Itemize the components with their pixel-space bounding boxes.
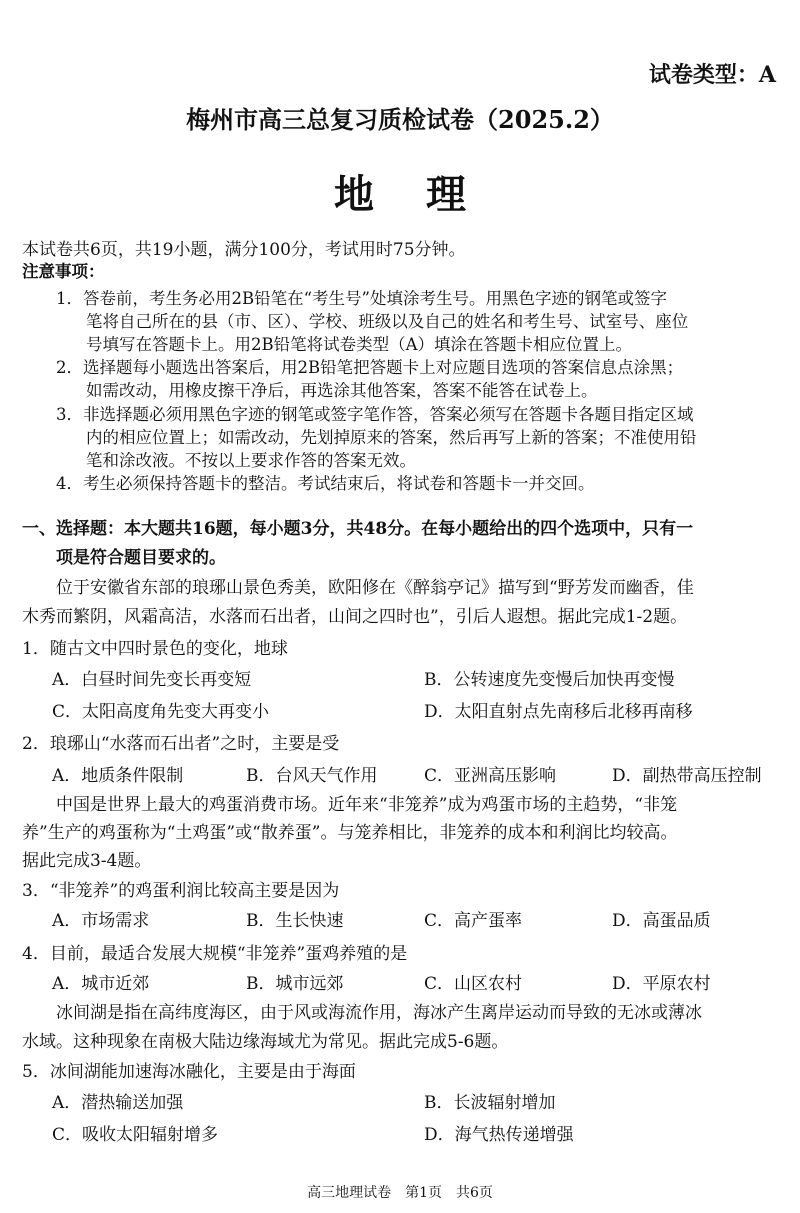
passage-line: 据此完成3-4题。 — [22, 851, 152, 871]
option-d: D．副热带高压控制 — [612, 766, 762, 786]
exam-intro: 本试卷共6页，共19小题，满分100分，考试用时75分钟。 — [22, 240, 466, 260]
note-line: 内的相应位置上；如需改动，先划掉原来的答案，然后再写上新的答案；不准使用铅 — [86, 428, 697, 447]
note-line: 笔将自己所在的县（市、区）、学校、班级以及自己的姓名和考生号、试室号、座位 — [86, 312, 689, 331]
question-stem: 1．随古文中四时景色的变化，地球 — [22, 639, 288, 659]
note-line: 4．考生必须保持答题卡的整洁。考试结束后，将试卷和答题卡一并交回。 — [56, 474, 595, 493]
note-line: 3．非选择题必须用黑色字迹的钢笔或签字笔作答，答案必须写在答题卡各题目指定区域 — [56, 405, 694, 424]
option-a: A．市场需求 — [52, 911, 150, 931]
option-b: B．长波辐射增加 — [424, 1093, 556, 1113]
question-stem: 5．冰间湖能加速海冰融化，主要是由于海面 — [22, 1062, 356, 1082]
option-c: C．山区农村 — [424, 974, 523, 994]
passage-line: 木秀而繁阴，风霜高洁，水落而石出者，山间之四时也”，引后人遐想。据此完成1-2题。 — [22, 607, 688, 627]
option-d: D．海气热传递增强 — [424, 1125, 574, 1145]
subject-title: 地理 — [334, 171, 518, 218]
note-line: 2．选择题每小题选出答案后，用2B铅笔把答题卡上对应题目选项的答案信息点涂黑； — [56, 358, 684, 377]
passage-line: 位于安徽省东部的琅琊山景色秀美，欧阳修在《醉翁亭记》描写到“野芳发而幽香，佳 — [56, 578, 694, 598]
page-footer: 高三地理试卷 第1页 共6页 — [307, 1185, 493, 1201]
option-b: B．生长快速 — [246, 911, 344, 931]
passage-line: 水域。这种现象在南极大陆边缘海域尤为常见。据此完成5-6题。 — [22, 1032, 509, 1052]
section-heading-cont: 项是符合题目要求的。 — [56, 548, 226, 568]
option-a: A．城市近郊 — [52, 974, 150, 994]
option-a: A．潜热输送加强 — [52, 1093, 184, 1113]
option-b: B．城市远郊 — [246, 974, 344, 994]
passage-line: 冰间湖是指在高纬度海区，由于风或海流作用，海冰产生离岸运动而导致的无冰或薄冰 — [56, 1003, 702, 1023]
option-a: A．白昼时间先变长再变短 — [52, 670, 252, 690]
option-d: D．高蛋品质 — [612, 911, 711, 931]
option-a: A．地质条件限制 — [52, 766, 184, 786]
passage-line: 中国是世界上最大的鸡蛋消费市场。近年来“非笼养”成为鸡蛋市场的主趋势，“非笼 — [56, 795, 678, 815]
option-c: C．高产蛋率 — [424, 911, 523, 931]
question-stem: 3．“非笼养”的鸡蛋利润比较高主要是因为 — [22, 881, 340, 901]
option-c: C．太阳高度角先变大再变小 — [52, 702, 270, 722]
section-heading: 一、选择题：本大题共16题，每小题3分，共48分。在每小题给出的四个选项中，只有一 — [22, 519, 694, 539]
option-d: D．平原农村 — [612, 974, 711, 994]
paper-type-label: 试卷类型：A — [648, 62, 776, 88]
option-b: B．台风天气作用 — [246, 766, 378, 786]
option-b: B．公转速度先变慢后加快再变慢 — [424, 670, 675, 690]
note-line: 1．答卷前，考生务必用2B铅笔在“考生号”处填涂考生号。用黑色字迹的钢笔或签字 — [56, 289, 667, 308]
notes-heading: 注意事项： — [22, 262, 105, 281]
question-stem: 2．琅琊山“水落而石出者”之时，主要是受 — [22, 734, 340, 754]
note-line: 笔和涂改液。不按以上要求作答的答案无效。 — [86, 451, 416, 470]
passage-line: 养”生产的鸡蛋称为“土鸡蛋”或“散养蛋”。与笼养相比，非笼养的成本和利润比均较高。 — [22, 823, 678, 843]
option-c: C．亚洲高压影响 — [424, 766, 557, 786]
option-c: C．吸收太阳辐射增多 — [52, 1125, 219, 1145]
question-stem: 4．目前，最适合发展大规模“非笼养”蛋鸡养殖的是 — [22, 944, 408, 964]
exam-title: 梅州市高三总复习质检试卷（2025.2） — [186, 105, 614, 134]
note-line: 号填写在答题卡上。用2B铅笔将试卷类型（A）填涂在答题卡相应位置上。 — [86, 335, 633, 354]
note-line: 如需改动，用橡皮擦干净后，再选涂其他答案，答案不能答在试卷上。 — [86, 381, 598, 400]
option-d: D．太阳直射点先南移后北移再南移 — [424, 702, 693, 722]
